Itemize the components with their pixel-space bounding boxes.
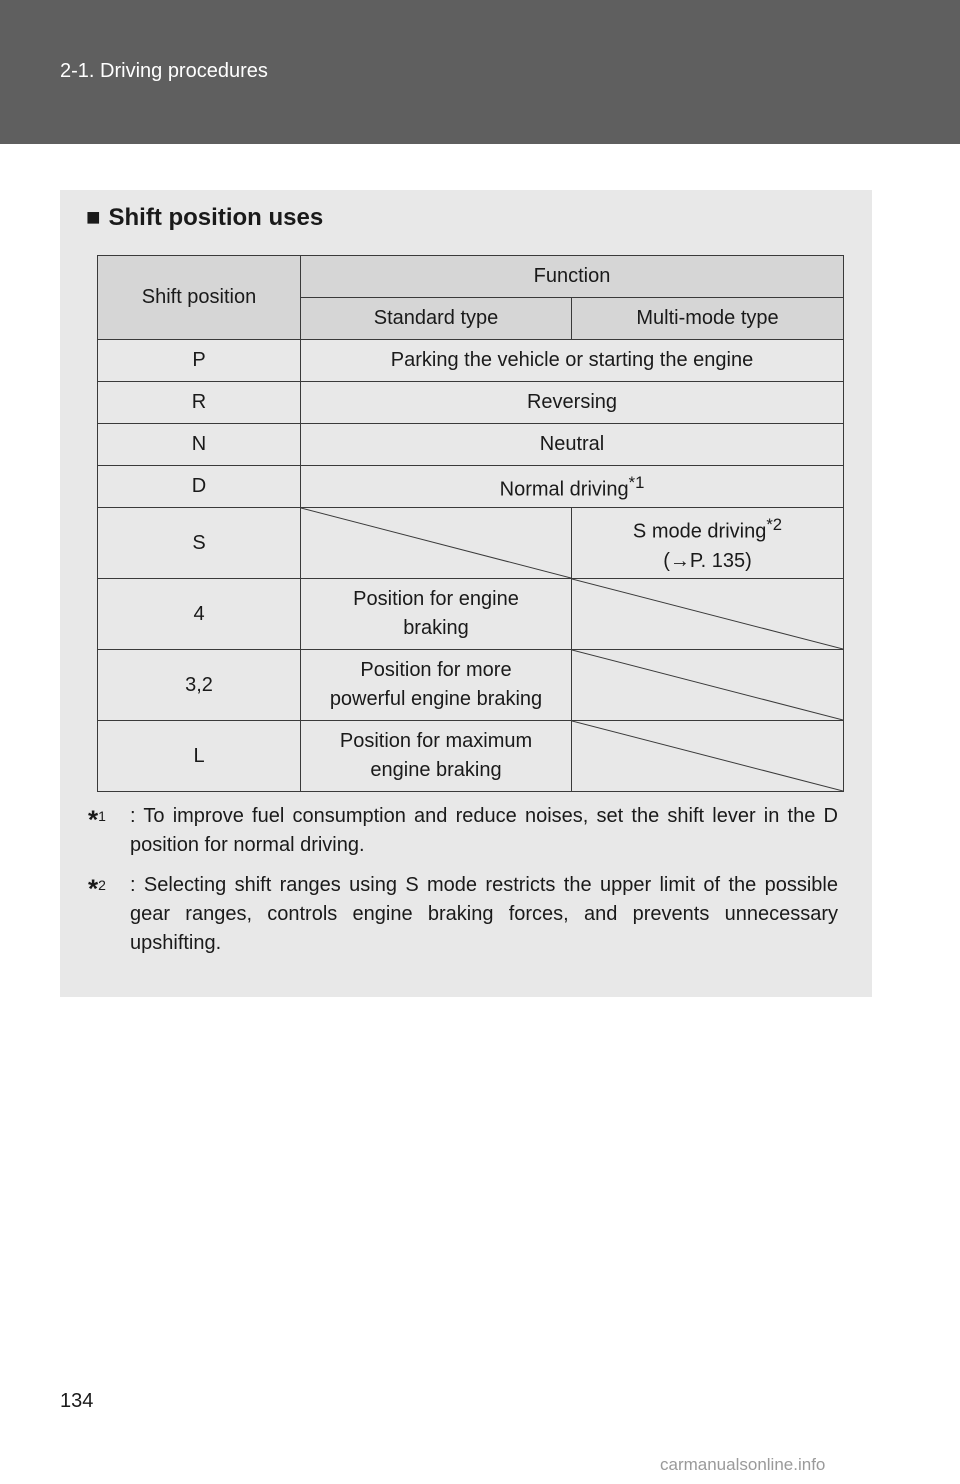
table-row — [98, 721, 844, 792]
footnote-number: 2 — [98, 877, 106, 893]
cell-not-applicable — [572, 579, 844, 650]
standard-text-line: braking — [403, 617, 469, 639]
table-row — [98, 382, 844, 424]
header-shift-position: Shift position — [98, 256, 301, 340]
cell-function: Reversing — [301, 382, 844, 424]
square-bullet-icon: ■ — [86, 204, 101, 231]
standard-text-line: Position for more — [360, 659, 512, 681]
cell-not-applicable — [301, 508, 572, 579]
info-panel — [60, 190, 872, 997]
footnote-text: : To improve fuel consumption and reduce noises, set the shift lever in the D position for normal driving. — [130, 805, 838, 856]
diagonal-slash-icon — [572, 721, 843, 791]
cell-position: L — [98, 721, 301, 792]
chapter-title: 2-1. Driving procedures — [60, 60, 268, 82]
cell-position: N — [98, 424, 301, 466]
footnote-number: 1 — [98, 808, 106, 824]
table-header-row — [98, 256, 844, 298]
function-text: Normal driving — [499, 478, 629, 501]
diagonal-slash-icon — [301, 508, 571, 578]
asterisk-icon: * — [88, 873, 99, 904]
cell-function: Neutral — [301, 424, 844, 466]
footnotes — [88, 802, 838, 969]
cell-position: D — [98, 466, 301, 508]
footnote — [88, 871, 838, 958]
cell-not-applicable — [572, 721, 844, 792]
footnote — [88, 802, 838, 860]
cell-position: S — [98, 508, 301, 579]
multimode-text: S mode driving — [632, 520, 767, 543]
cell-standard — [301, 721, 572, 792]
footnote-ref: *2 — [766, 515, 783, 535]
cell-standard — [301, 650, 572, 721]
table-row — [98, 340, 844, 382]
standard-text-line: Position for engine — [353, 588, 519, 610]
table-row — [98, 579, 844, 650]
watermark: carmanualsonline.info — [660, 1455, 826, 1474]
table-row — [98, 508, 844, 579]
standard-text-line: powerful engine braking — [329, 688, 543, 710]
footnote-ref: *1 — [628, 473, 645, 493]
diagonal-slash-icon — [572, 650, 843, 720]
table-row — [98, 424, 844, 466]
cell-function: Parking the vehicle or starting the engine — [301, 340, 844, 382]
cell-position: 3,2 — [98, 650, 301, 721]
footnote-marker — [88, 871, 106, 907]
page-number: 134 — [60, 1390, 94, 1412]
cell-multimode — [572, 508, 844, 579]
standard-text-line: engine braking — [370, 759, 502, 781]
page-reference: (→P. 135) — [663, 549, 752, 572]
asterisk-icon: * — [88, 804, 99, 835]
page-header — [0, 0, 960, 144]
cell-not-applicable — [572, 650, 844, 721]
section-title-text: Shift position uses — [108, 204, 324, 231]
diagonal-slash-icon — [572, 579, 843, 649]
header-multimode-type: Multi-mode type — [572, 298, 844, 340]
table-row — [98, 650, 844, 721]
cell-position: 4 — [98, 579, 301, 650]
header-function: Function — [301, 256, 844, 298]
cell-position: R — [98, 382, 301, 424]
section-title — [86, 204, 323, 232]
header-standard-type: Standard type — [301, 298, 572, 340]
cell-standard — [301, 579, 572, 650]
cell-function — [301, 466, 844, 508]
table-row — [98, 466, 844, 508]
shift-position-table — [97, 255, 844, 792]
footnote-marker — [88, 802, 106, 838]
footnote-text: : Selecting shift ranges using S mode restricts the upper limit of the possible gear ranges, controls engine braking forces, and prevents unnecessary upshifting. — [130, 874, 838, 954]
cell-position: P — [98, 340, 301, 382]
standard-text-line: Position for maximum — [339, 730, 533, 752]
